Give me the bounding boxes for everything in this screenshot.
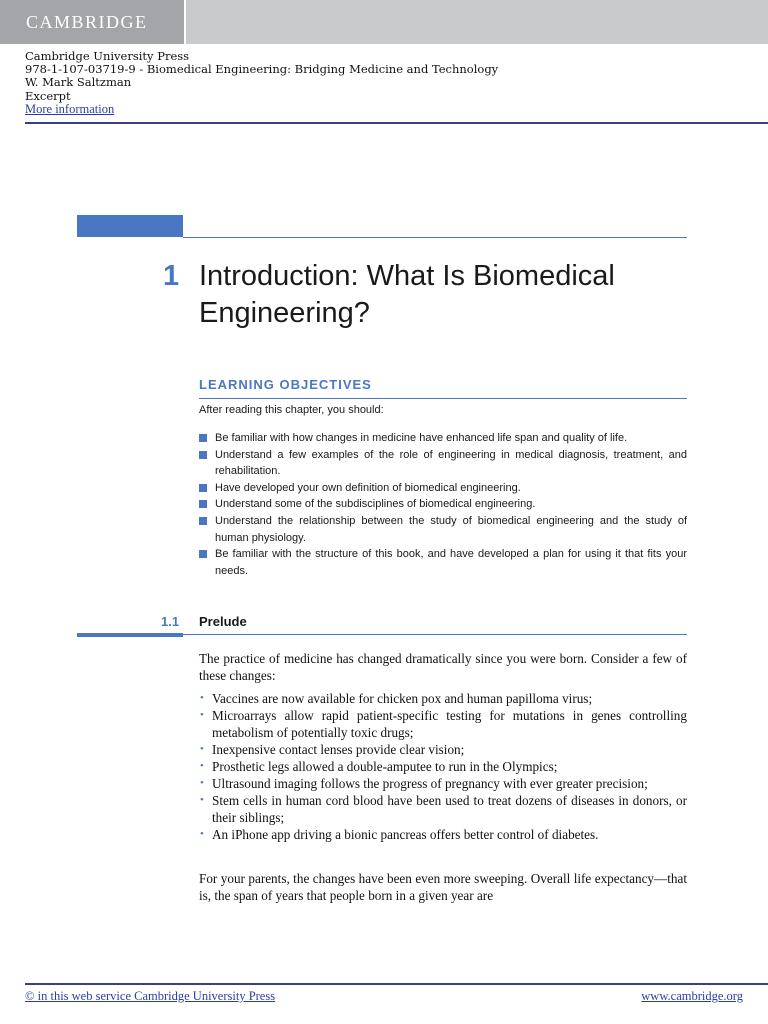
objective-text: Understand the relationship between the study of biomedical engineering and the study of human physiology. xyxy=(215,514,687,544)
changes-list xyxy=(199,690,687,843)
bullet-text: Prosthetic legs allowed a double-amputee to run in the Olympics; xyxy=(212,759,558,774)
cambridge-logo xyxy=(0,0,184,44)
chapter-number: 1 xyxy=(163,260,180,292)
learning-objectives-list xyxy=(199,430,687,579)
cambridge-website-link[interactable]: www.cambridge.org xyxy=(641,989,743,1003)
bullet-text: Ultrasound imaging follows the progress of pregnancy with ever greater precision; xyxy=(212,776,648,791)
list-item xyxy=(199,690,687,707)
chapter-accent-block xyxy=(77,215,183,237)
section-number: 1.1 xyxy=(161,614,180,629)
chapter-title: Introduction: What Is Biomedical Engineering? xyxy=(199,260,615,329)
square-bullet-icon xyxy=(199,451,207,459)
objective-text: Be familiar with how changes in medicine have enhanced life span and quality of life. xyxy=(215,432,628,444)
list-item xyxy=(199,826,687,843)
bullet-text: Inexpensive contact lenses provide clear vision; xyxy=(212,742,465,757)
list-item xyxy=(199,758,687,775)
book-metadata xyxy=(25,50,498,116)
author-line: W. Mark Saltzman xyxy=(25,75,132,90)
list-item xyxy=(199,546,687,579)
bullet-text: Vaccines are now available for chicken pox and human papilloma virus; xyxy=(212,691,593,706)
bullet-text: An iPhone app driving a bionic pancreas offers better control of diabetes. xyxy=(212,827,599,842)
bullet-text: Microarrays allow rapid patient-specific testing for mutations in genes controlling metabolism of potentially toxic drugs; xyxy=(212,708,687,740)
bullet-icon: • xyxy=(200,777,204,789)
objective-text: Understand some of the subdisciplines of biomedical engineering. xyxy=(215,498,536,511)
learning-objectives-heading: LEARNING OBJECTIVES xyxy=(199,377,372,392)
square-bullet-icon xyxy=(199,500,207,508)
list-item xyxy=(199,447,687,480)
bullet-icon: • xyxy=(200,760,204,772)
body-paragraph: For your parents, the changes have been even more sweeping. Overall life expectancy—that is, the span of years that people born in a given year are xyxy=(199,871,687,903)
copyright-link[interactable]: © in this web service Cambridge University Press xyxy=(25,989,276,1003)
bullet-icon: • xyxy=(200,709,204,721)
bullet-icon: • xyxy=(200,828,204,840)
square-bullet-icon xyxy=(199,517,207,525)
list-item xyxy=(199,741,687,758)
section-rule xyxy=(183,634,687,635)
body-paragraph: The practice of medicine has changed dramatically since you were born. Consider a few of these changes: xyxy=(199,651,687,683)
brand-text: CAMBRIDGE xyxy=(26,12,148,32)
section-title: Prelude xyxy=(199,614,247,629)
list-item xyxy=(199,513,687,546)
square-bullet-icon xyxy=(199,484,207,492)
objective-text: Understand a few examples of the role of engineering in medical diagnosis, treatment, and rehabilitation. xyxy=(215,448,687,478)
chapter-rule xyxy=(183,237,687,238)
publisher-line: Cambridge University Press xyxy=(25,49,190,63)
header-rule xyxy=(25,122,768,124)
objective-text: Be familiar with the structure of this book, and have developed a plan for using it that fits your needs. xyxy=(215,548,687,577)
section-accent-bar xyxy=(77,633,183,637)
bullet-text: Stem cells in human cord blood have been used to treat dozens of diseases in donors, or their siblings; xyxy=(212,793,687,825)
list-item xyxy=(199,496,687,513)
list-item xyxy=(199,792,687,826)
footer-rule xyxy=(25,983,768,985)
banner-divider xyxy=(184,0,186,44)
top-banner xyxy=(0,0,768,44)
bullet-icon: • xyxy=(200,794,204,806)
bullet-icon: • xyxy=(200,743,204,755)
list-item xyxy=(199,430,687,447)
objective-text: Have developed your own definition of biomedical engineering. xyxy=(215,481,521,494)
more-information-link[interactable]: More information xyxy=(25,101,115,116)
list-item xyxy=(199,707,687,741)
list-item xyxy=(199,480,687,497)
list-item xyxy=(199,775,687,792)
bullet-icon: • xyxy=(200,692,204,704)
excerpt-line: Excerpt xyxy=(25,88,71,103)
isbn-title-line: 978-1-107-03719-9 - Biomedical Engineering: Bridging Medicine and Technology xyxy=(25,62,499,77)
learning-objectives-rule xyxy=(199,398,687,399)
square-bullet-icon xyxy=(199,550,207,558)
square-bullet-icon xyxy=(199,434,207,442)
learning-objectives-intro: After reading this chapter, you should: xyxy=(199,404,384,416)
